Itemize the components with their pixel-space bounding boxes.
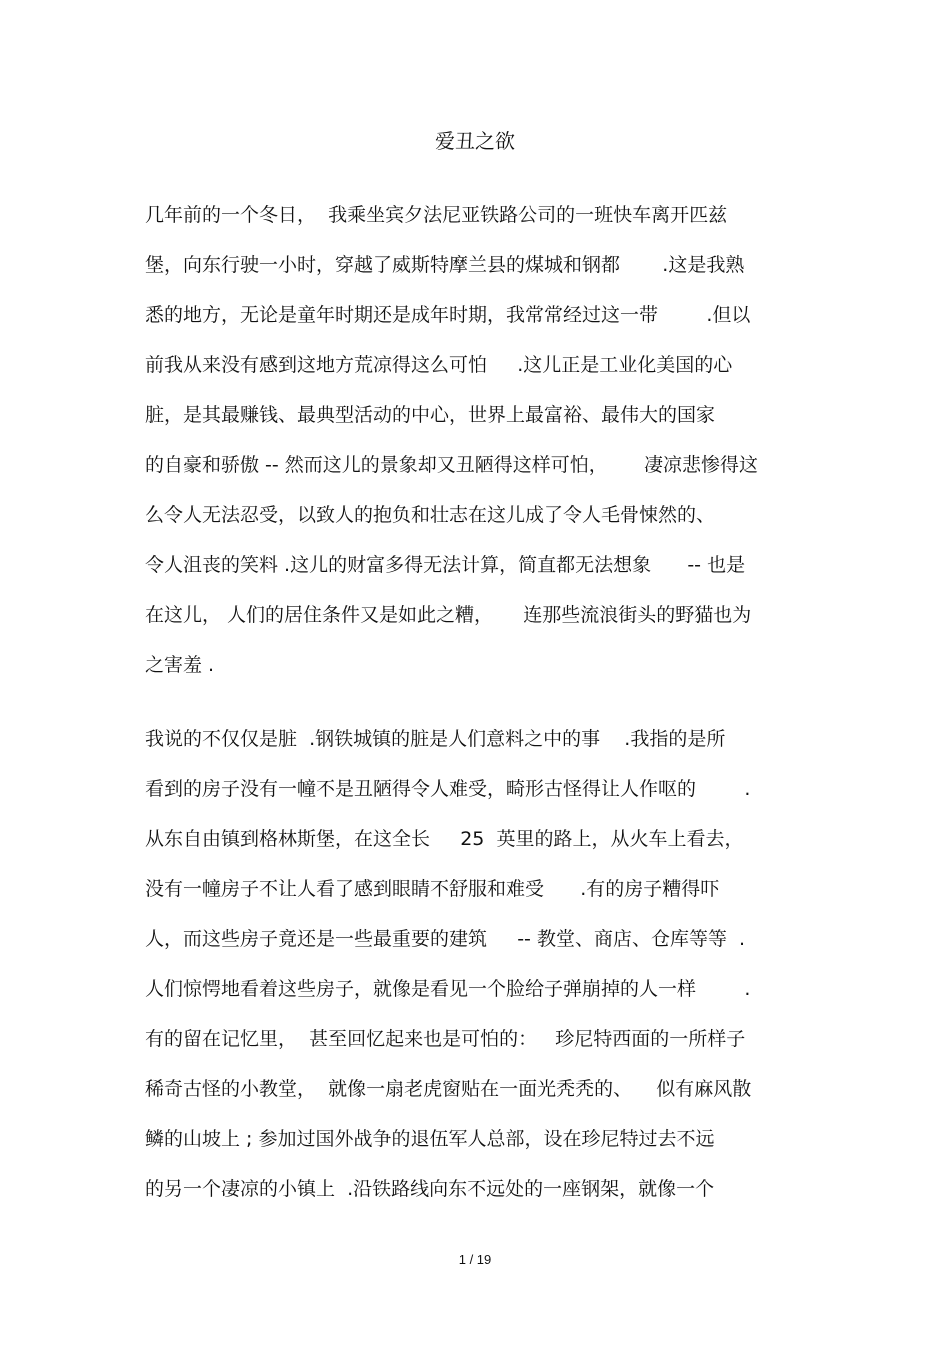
text-line: 鳞的山坡上 ; 参加过国外战争的退伍军人总部，设在珍尼特过去不远 — [145, 1128, 715, 1150]
text-line: 有的留在记忆里， 甚至回忆起来也是可怕的： 珍尼特西面的一所样子 — [145, 1028, 746, 1050]
text-line: 堡，向东行驶一小时，穿越了威斯特摩兰县的煤城和钢都 .这是我熟 — [145, 254, 745, 276]
text-line: 令人沮丧的笑料 .这儿的财富多得无法计算，简直都无法想象 -- 也是 — [145, 554, 746, 576]
text-line: 从东自由镇到格林斯堡，在这全长 25 英里的路上，从火车上看去， — [145, 828, 744, 850]
text-line: 在这儿， 人们的居住条件又是如此之糟， 连那些流浪街头的野猫也为 — [145, 604, 752, 626]
text-line: 几年前的一个冬日， 我乘坐宾夕法尼亚铁路公司的一班快车离开匹兹 — [145, 204, 728, 226]
text-line: 前我从来没有感到这地方荒凉得这么可怕 .这儿正是工业化美国的心 — [145, 354, 733, 376]
text-line: 悉的地方，无论是童年时期还是成年时期，我常常经过这一带 .但以 — [145, 304, 751, 326]
page-number: 1 / 19 — [458, 1252, 492, 1267]
text-line: 稀奇古怪的小教堂， 就像一扇老虎窗贴在一面光秃秃的、 似有麻风散 — [145, 1078, 752, 1100]
text-line: 我说的不仅仅是脏 .钢铁城镇的脏是人们意料之中的事 .我指的是所 — [145, 728, 726, 750]
text-line: 没有一幢房子不让人看了感到眼睛不舒服和难受 .有的房子糟得吓 — [145, 878, 720, 900]
text-line: 的另一个凄凉的小镇上 .沿铁路线向东不远处的一座钢架，就像一个 — [145, 1178, 715, 1200]
paragraph-1 — [145, 190, 815, 690]
text-line: 看到的房子没有一幢不是丑陋得令人难受，畸形古怪得让人作呕的 . — [145, 778, 751, 800]
text-line: 之害羞 . — [145, 654, 215, 676]
text-line: 么令人无法忍受，以致人的抱负和壮志在这儿成了令人毛骨悚然的、 — [145, 504, 716, 526]
paragraph-2 — [145, 714, 815, 1214]
page-title: 爱丑之欲 — [435, 129, 515, 153]
text-line: 的自豪和骄傲 -- 然而这儿的景象却又丑陋得这样可怕， 凄凉悲惨得这 — [145, 454, 759, 476]
text-line: 脏，是其最赚钱、最典型活动的中心，世界上最富裕、最伟大的国家 — [145, 404, 716, 426]
text-line: 人，而这些房子竟还是一些最重要的建筑 -- 教堂、商店、仓库等等 . — [145, 928, 746, 950]
text-line: 人们惊愕地看着这些房子，就像是看见一个脸给子弹崩掉的人一样 . — [145, 978, 751, 1000]
